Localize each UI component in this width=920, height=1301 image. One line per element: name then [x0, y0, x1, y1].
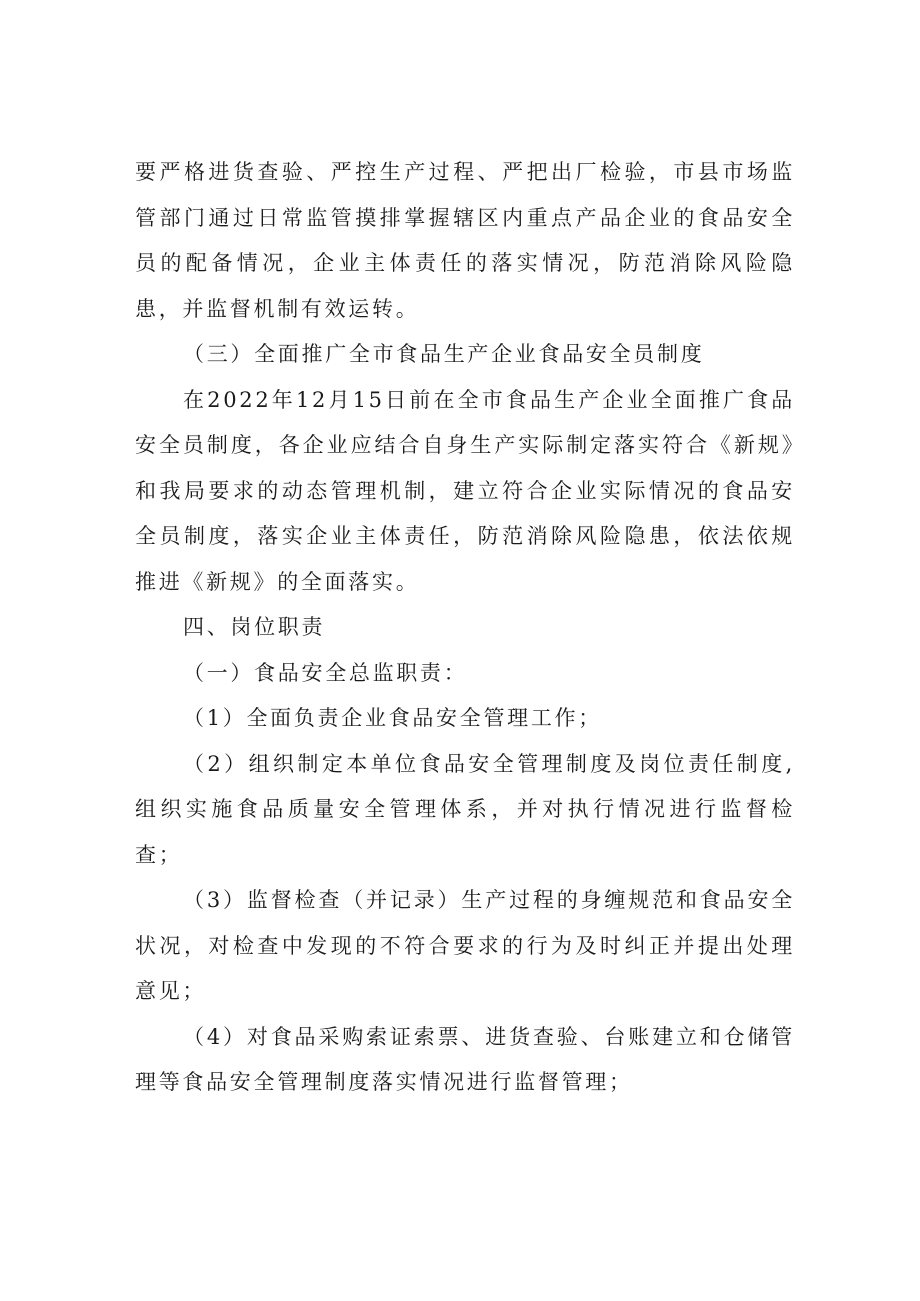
- list-item-4: （4）对食品采购索证索票、进货查验、台账建立和仓储管理等食品安全管理制度落实情况进行监督管理；: [135, 1024, 795, 1094]
- document-body: [135, 150, 795, 1106]
- subsection-heading-1: （一）食品安全总监职责：: [183, 660, 468, 685]
- list-item-1: （1）全面负责企业食品安全管理工作；: [183, 706, 602, 730]
- paragraph-deadline: 在2022年12月15日前在全市食品生产企业全面推广食品安全员制度，各企业应结合自身生产实际制定落实符合《新规》和我局要求的动态管理机制，建立符合企业实际情况的食品安全员制度，落实企业主体责任，防范消除风险隐患，依法依规推进《新规》的全面落实。: [135, 387, 795, 594]
- list-item-2: （2）组织制定本单位食品安全管理制度及岗位责任制度,组织实施食品质量安全管理体系，并对执行情况进行监督检查；: [135, 751, 795, 867]
- section-heading-duties: 四、岗位职责: [183, 615, 326, 639]
- list-item-3: （3）监督检查（并记录）生产过程的身缠规范和食品安全状况，对检查中发现的不符合要求的行为及时纠正并提出处理意见；: [135, 888, 795, 1003]
- section-heading-3: （三）全面推广全市食品生产企业食品安全员制度: [183, 342, 705, 366]
- paragraph-continuation: 要严格进货查验、严控生产过程、严把出厂检验，市县市场监管部门通过日常监管摸排掌握辖区内重点产品企业的食品安全员的配备情况，企业主体责任的落实情况，防范消除风险隐患，并监督机制有效运转。: [135, 160, 795, 321]
